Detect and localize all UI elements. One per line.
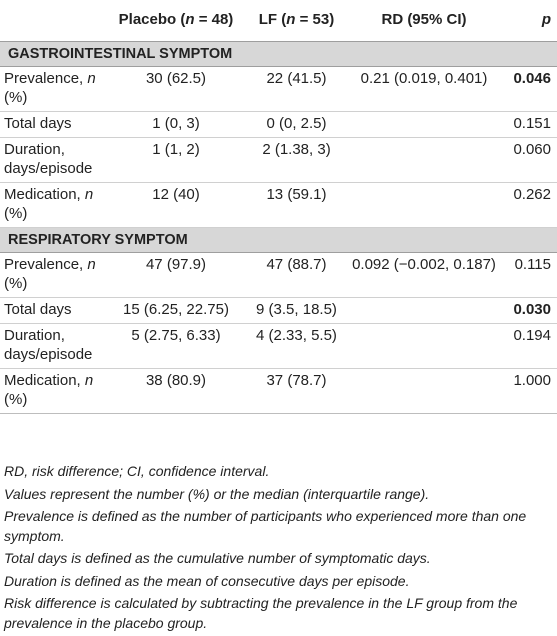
table-row [0, 137, 557, 182]
cell-p-value: 0.194 [504, 323, 557, 368]
cell-p-value: 0.151 [504, 111, 557, 137]
table-row [0, 323, 557, 368]
cell-rd [344, 182, 504, 227]
cell-rd: 0.092 (−0.002, 0.187) [344, 252, 504, 297]
header-placebo: Placebo (n = 48) [118, 11, 234, 28]
table-row [0, 66, 557, 111]
table-row [0, 297, 557, 323]
footnote: RD, risk difference; CI, confidence interval. [4, 463, 270, 479]
cell-lf: 9 (3.5, 18.5) [249, 297, 344, 323]
cell-placebo: 1 (0, 3) [103, 111, 249, 137]
cell-rd [344, 111, 504, 137]
cell-lf: 2 (1.38, 3) [249, 137, 344, 182]
row-label [0, 323, 103, 368]
table-row [0, 182, 557, 227]
section-title: GASTROINTESTINAL SYMPTOM [0, 41, 557, 66]
row-label-text: Total days [4, 300, 72, 318]
footnote: Duration is defined as the mean of consecutive days per episode. [4, 572, 410, 589]
table-row [0, 111, 557, 137]
row-label [0, 297, 103, 323]
cell-placebo: 12 (40) [103, 182, 249, 227]
cell-placebo: 38 (80.9) [103, 368, 249, 413]
row-label [0, 182, 103, 227]
cell-placebo: 5 (2.75, 6.33) [103, 323, 249, 368]
row-label-text: Duration, days/episode [4, 326, 93, 363]
section-title: RESPIRATORY SYMPTOM [0, 227, 557, 252]
cell-lf: 13 (59.1) [249, 182, 344, 227]
table-row [0, 252, 557, 297]
row-label [0, 137, 103, 182]
cell-p-value: 0.262 [504, 182, 557, 227]
cell-lf: 4 (2.33, 5.5) [249, 323, 344, 368]
cell-placebo: 47 (97.9) [103, 252, 249, 297]
row-label-text: Medication, n (%) [4, 371, 94, 408]
table-row [0, 368, 557, 413]
footnote: Prevalence is defined as the number of participants who experienced more than one symptom. [4, 508, 527, 544]
cell-p-value: 0.030 [504, 297, 557, 323]
header-blank [0, 0, 103, 41]
footnote: Total days is defined as the cumulative number of symptomatic days. [4, 550, 431, 566]
row-label-text: Duration, days/episode [4, 140, 93, 177]
cell-p-value: 1.000 [504, 368, 557, 413]
row-label-text: Prevalence, n (%) [4, 255, 96, 292]
header-rd: RD (95% CI) [381, 11, 467, 28]
footnote: Risk difference is calculated by subtracting the prevalence in the LF group from the prevalence in the placebo group. [4, 595, 518, 631]
cell-lf: 0 (0, 2.5) [249, 111, 344, 137]
cell-rd [344, 368, 504, 413]
header-p: p [541, 11, 551, 28]
footnote: Values represent the number (%) or the median (interquartile range). [4, 485, 430, 502]
footnotes [4, 462, 553, 636]
row-label-text: Total days [4, 114, 72, 132]
cell-p-value: 0.115 [504, 252, 557, 297]
cell-lf: 22 (41.5) [249, 66, 344, 111]
cell-p-value: 0.060 [504, 137, 557, 182]
row-label [0, 368, 103, 413]
header-lf: LF (n = 53) [258, 11, 335, 28]
cell-rd: 0.21 (0.019, 0.401) [344, 66, 504, 111]
cell-placebo: 30 (62.5) [103, 66, 249, 111]
section-header-row [0, 41, 557, 66]
cell-lf: 47 (88.7) [249, 252, 344, 297]
row-label [0, 111, 103, 137]
cell-rd [344, 323, 504, 368]
cell-rd [344, 137, 504, 182]
cell-p-value: 0.046 [504, 66, 557, 111]
cell-lf: 37 (78.7) [249, 368, 344, 413]
row-label-text: Medication, n (%) [4, 185, 94, 222]
table-body [0, 41, 557, 413]
row-label-text: Prevalence, n (%) [4, 69, 96, 106]
cell-rd [344, 297, 504, 323]
row-label [0, 252, 103, 297]
section-header-row [0, 227, 557, 252]
row-label [0, 66, 103, 111]
header-row [0, 0, 557, 41]
cell-placebo: 15 (6.25, 22.75) [103, 297, 249, 323]
cell-placebo: 1 (1, 2) [103, 137, 249, 182]
